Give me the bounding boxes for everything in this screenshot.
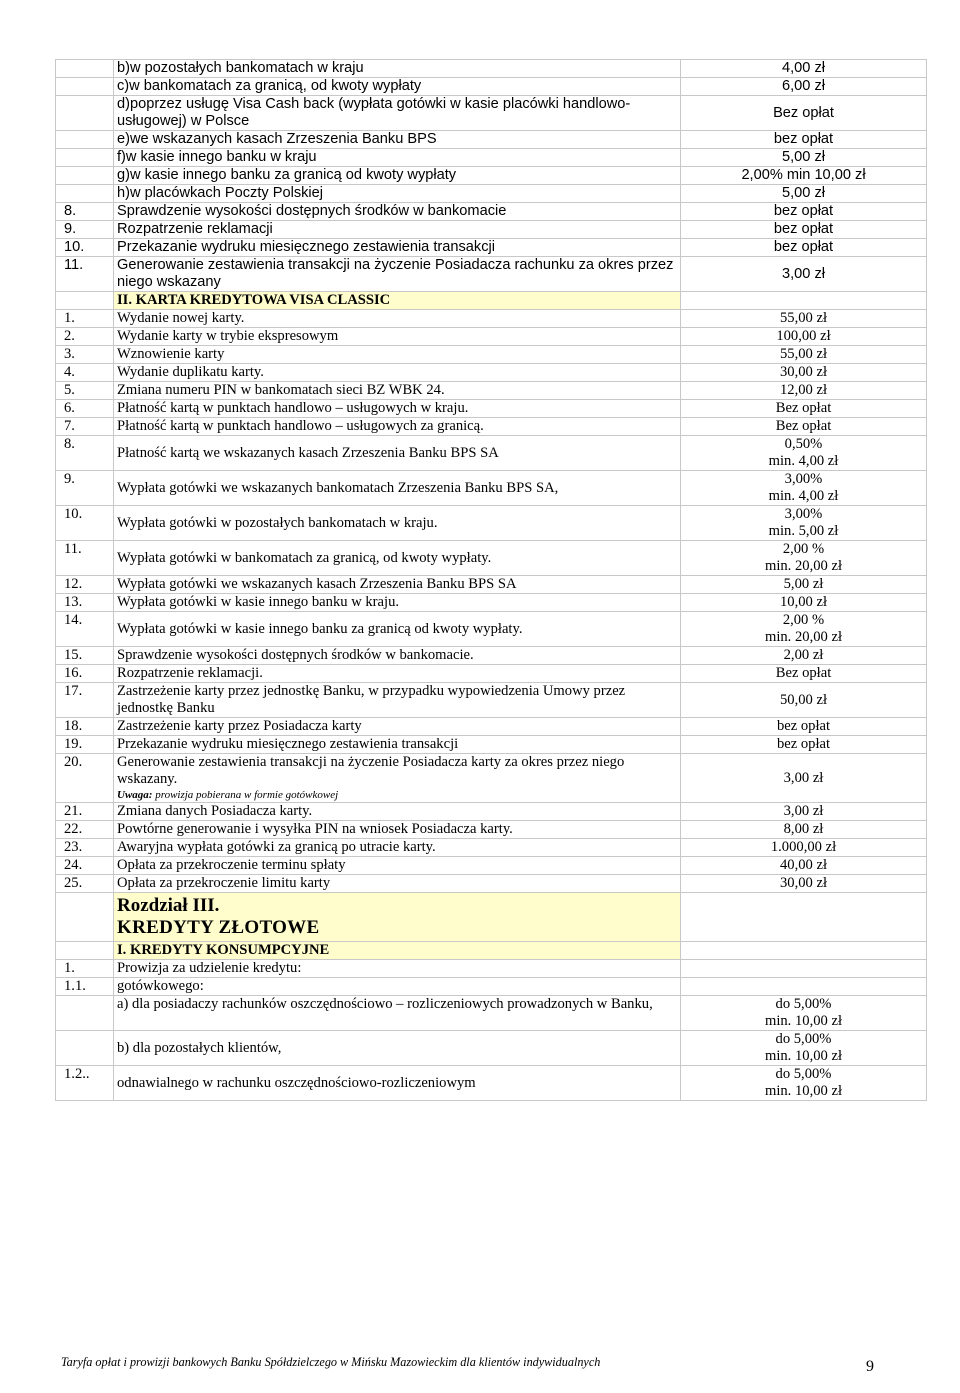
row-description: Zastrzeżenie karty przez Posiadacza karty <box>114 718 681 736</box>
row-description: Generowanie zestawienia transakcji na życzenie Posiadacza rachunku za okres przez niego wskazany <box>114 257 681 292</box>
chapter-title: KREDYTY ZŁOTOWE <box>117 917 320 938</box>
row-amount <box>681 471 927 506</box>
row-number: 4. <box>56 364 114 382</box>
table-row <box>56 960 927 978</box>
table-row <box>56 382 927 400</box>
row-description: f)w kasie innego banku w kraju <box>114 149 681 167</box>
amount-line: bez opłat <box>773 221 834 237</box>
table-row <box>56 857 927 875</box>
row-description: Wypłata gotówki w bankomatach za granicą, od kwoty wypłaty. <box>114 541 681 576</box>
amount-line: Bez opłat <box>775 665 832 681</box>
amount-line: do 5,00% <box>775 1031 832 1047</box>
amount-line: 5,00 zł <box>782 185 825 201</box>
row-number <box>56 292 114 310</box>
row-description: Wypłata gotówki w pozostałych bankomatach w kraju. <box>114 506 681 541</box>
row-amount <box>681 541 927 576</box>
table-row <box>56 310 927 328</box>
row-description: Płatność kartą w punktach handlowo – usługowych w kraju. <box>114 400 681 418</box>
row-amount <box>681 736 927 754</box>
row-description: b) dla pozostałych klientów, <box>114 1031 681 1066</box>
amount-line: 2,00 % <box>782 541 825 557</box>
row-number: 11. <box>56 541 114 576</box>
row-amount <box>681 418 927 436</box>
amount-line: 2,00 zł <box>783 647 824 663</box>
row-amount <box>681 683 927 718</box>
table-row <box>56 346 927 364</box>
row-description: Rozpatrzenie reklamacji <box>114 221 681 239</box>
amount-line: 2,00% min 10,00 zł <box>741 167 866 183</box>
row-number: 6. <box>56 400 114 418</box>
amount-line: 1.000,00 zł <box>770 839 837 855</box>
row-description: Wypłata gotówki we wskazanych kasach Zrzeszenia Banku BPS SA <box>114 576 681 594</box>
row-amount <box>681 149 927 167</box>
chapter-heading-row <box>56 893 927 942</box>
row-number: 5. <box>56 382 114 400</box>
row-amount <box>681 400 927 418</box>
table-row <box>56 683 927 718</box>
row-amount <box>681 839 927 857</box>
table-row <box>56 821 927 839</box>
row-number <box>56 96 114 131</box>
row-amount <box>681 239 927 257</box>
row-number <box>56 78 114 96</box>
table-row <box>56 471 927 506</box>
row-number: 22. <box>56 821 114 839</box>
row-amount <box>681 647 927 665</box>
table-row <box>56 257 927 292</box>
amount-line: bez opłat <box>776 718 831 734</box>
row-description: Płatność kartą w punktach handlowo – usługowych za granicą. <box>114 418 681 436</box>
description-text: Generowanie zestawienia transakcji na życzenie Posiadacza karty za okres przez niego wskazany. <box>117 754 625 787</box>
amount-line: 0,50% <box>784 436 823 452</box>
row-amount <box>681 612 927 647</box>
note <box>117 788 677 802</box>
row-description: Wypłata gotówki we wskazanych bankomatach Zrzeszenia Banku BPS SA, <box>114 471 681 506</box>
table-row <box>56 839 927 857</box>
row-number: 7. <box>56 418 114 436</box>
amount-line: 6,00 zł <box>782 78 825 94</box>
amount-line: bez opłat <box>773 131 834 147</box>
amount-line: 3,00 zł <box>782 265 825 282</box>
table-row <box>56 364 927 382</box>
amount-line: 12,00 zł <box>779 382 828 398</box>
amount-line: min. 20,00 zł <box>764 558 843 574</box>
row-number <box>56 60 114 78</box>
amount-line: bez opłat <box>773 239 834 255</box>
table-row <box>56 203 927 221</box>
amount-line: min. 10,00 zł <box>764 1083 843 1099</box>
row-number: 13. <box>56 594 114 612</box>
chapter-number: Rozdział III. <box>117 895 220 916</box>
row-amount <box>681 310 927 328</box>
row-amount <box>681 364 927 382</box>
row-number: 11. <box>56 257 114 292</box>
amount-line: 40,00 zł <box>779 857 828 873</box>
amount-line: min. 4,00 zł <box>768 488 839 504</box>
fee-table <box>55 59 927 1101</box>
row-number: 12. <box>56 576 114 594</box>
row-amount <box>681 1031 927 1066</box>
row-amount <box>681 893 927 942</box>
amount-line: 30,00 zł <box>779 364 828 380</box>
row-number: 17. <box>56 683 114 718</box>
row-description: Zmiana danych Posiadacza karty. <box>114 803 681 821</box>
row-number: 10. <box>56 506 114 541</box>
table-row <box>56 292 927 310</box>
amount-line: bez opłat <box>773 203 834 219</box>
row-number: 18. <box>56 718 114 736</box>
table-row <box>56 149 927 167</box>
row-number: 1. <box>56 310 114 328</box>
table-row <box>56 167 927 185</box>
row-number: 19. <box>56 736 114 754</box>
table-row <box>56 754 927 803</box>
row-description: Wznowienie karty <box>114 346 681 364</box>
table-row <box>56 665 927 683</box>
row-description: Wypłata gotówki w kasie innego banku w kraju. <box>114 594 681 612</box>
row-amount <box>681 328 927 346</box>
row-description: Prowizja za udzielenie kredytu: <box>114 960 681 978</box>
amount-line: 10,00 zł <box>779 594 828 610</box>
table-row <box>56 96 927 131</box>
row-description: g)w kasie innego banku za granicą od kwoty wypłaty <box>114 167 681 185</box>
row-number: 1.1. <box>56 978 114 996</box>
row-description: c)w bankomatach za granicą, od kwoty wypłaty <box>114 78 681 96</box>
row-description: h)w placówkach Poczty Polskiej <box>114 185 681 203</box>
row-number <box>56 131 114 149</box>
row-description: Zmiana numeru PIN w bankomatach sieci BZ WBK 24. <box>114 382 681 400</box>
row-number: 20. <box>56 754 114 803</box>
amount-line: 3,00% <box>784 471 823 487</box>
row-number: 8. <box>56 203 114 221</box>
row-amount <box>681 167 927 185</box>
row-amount <box>681 576 927 594</box>
row-amount <box>681 346 927 364</box>
footer-text: Taryfa opłat i prowizji bankowych Banku Spółdzielczego w Mińsku Mazowieckim dla klientów indywidualnych <box>61 1355 601 1369</box>
chapter-heading <box>114 893 681 942</box>
amount-line: 3,00 zł <box>783 769 824 786</box>
amount-line: do 5,00% <box>775 996 832 1012</box>
row-amount <box>681 1066 927 1101</box>
row-number <box>56 893 114 942</box>
row-amount <box>681 978 927 996</box>
row-amount <box>681 60 927 78</box>
row-amount <box>681 221 927 239</box>
table-row <box>56 541 927 576</box>
row-number <box>56 185 114 203</box>
row-amount <box>681 257 927 292</box>
section-heading: I. KREDYTY KONSUMPCYJNE <box>114 942 681 960</box>
table-row <box>56 1066 927 1101</box>
table-row <box>56 875 927 893</box>
row-amount <box>681 382 927 400</box>
row-amount <box>681 803 927 821</box>
table-row <box>56 506 927 541</box>
row-amount <box>681 506 927 541</box>
row-description: Przekazanie wydruku miesięcznego zestawienia transakcji <box>114 736 681 754</box>
table-row <box>56 594 927 612</box>
table-row <box>56 239 927 257</box>
row-description: Wydanie nowej karty. <box>114 310 681 328</box>
amount-line: bez opłat <box>776 736 831 752</box>
row-amount <box>681 960 927 978</box>
table-row <box>56 612 927 647</box>
row-number: 1. <box>56 960 114 978</box>
table-row <box>56 736 927 754</box>
row-description: gotówkowego: <box>114 978 681 996</box>
row-amount <box>681 78 927 96</box>
row-description: Opłata za przekroczenie limitu karty <box>114 875 681 893</box>
row-amount <box>681 718 927 736</box>
row-description: Sprawdzenie wysokości dostępnych środków w bankomacie <box>114 203 681 221</box>
row-description: Wypłata gotówki w kasie innego banku za granicą od kwoty wypłaty. <box>114 612 681 647</box>
row-description: Powtórne generowanie i wysyłka PIN na wniosek Posiadacza karty. <box>114 821 681 839</box>
amount-line: 8,00 zł <box>783 821 824 837</box>
row-amount <box>681 875 927 893</box>
row-description: d)poprzez usługę Visa Cash back (wypłata gotówki w kasie placówki handlowo-usługowej) w Polsce <box>114 96 681 131</box>
row-amount <box>681 185 927 203</box>
credit-fees-body <box>56 960 927 1101</box>
row-number: 10. <box>56 239 114 257</box>
table-row <box>56 221 927 239</box>
row-description: odnawialnego w rachunku oszczędnościowo-rozliczeniowym <box>114 1066 681 1101</box>
amount-line: Bez opłat <box>775 418 832 434</box>
row-amount <box>681 821 927 839</box>
row-description: Zastrzeżenie karty przez jednostkę Banku, w przypadku wypowiedzenia Umowy przez jednostkę Banku <box>114 683 681 718</box>
row-amount <box>681 131 927 149</box>
row-description: Opłata za przekroczenie terminu spłaty <box>114 857 681 875</box>
row-description <box>114 754 681 803</box>
row-number: 16. <box>56 665 114 683</box>
row-number <box>56 942 114 960</box>
amount-line: 3,00% <box>784 506 823 522</box>
row-amount <box>681 203 927 221</box>
row-number: 1.2.. <box>56 1066 114 1101</box>
row-number: 14. <box>56 612 114 647</box>
row-number <box>56 996 114 1031</box>
row-number: 21. <box>56 803 114 821</box>
amount-line: 5,00 zł <box>782 149 825 165</box>
amount-line: do 5,00% <box>775 1066 832 1082</box>
row-description: Sprawdzenie wysokości dostępnych środków w bankomacie. <box>114 647 681 665</box>
row-number: 25. <box>56 875 114 893</box>
row-amount <box>681 594 927 612</box>
row-description: II. KARTA KREDYTOWA VISA CLASSIC <box>114 292 681 310</box>
amount-line: 55,00 zł <box>779 310 828 326</box>
row-number <box>56 1031 114 1066</box>
amount-line: 55,00 zł <box>779 346 828 362</box>
row-amount <box>681 436 927 471</box>
row-number: 9. <box>56 221 114 239</box>
amount-line: min. 10,00 zł <box>764 1013 843 1029</box>
row-number: 2. <box>56 328 114 346</box>
amount-line: min. 10,00 zł <box>764 1048 843 1064</box>
row-number: 9. <box>56 471 114 506</box>
row-description: Przekazanie wydruku miesięcznego zestawienia transakcji <box>114 239 681 257</box>
chapter-section <box>56 893 927 960</box>
table-row <box>56 1031 927 1066</box>
row-number <box>56 167 114 185</box>
amount-line: 2,00 % <box>782 612 825 628</box>
row-number: 24. <box>56 857 114 875</box>
table-row <box>56 400 927 418</box>
row-amount <box>681 996 927 1031</box>
row-description: Awaryjna wypłata gotówki za granicą po utracie karty. <box>114 839 681 857</box>
amount-line: min. 4,00 zł <box>768 453 839 469</box>
table-row <box>56 996 927 1031</box>
note-label: Uwaga: <box>117 789 153 801</box>
table-row <box>56 131 927 149</box>
amount-line: min. 20,00 zł <box>764 629 843 645</box>
table-row <box>56 647 927 665</box>
amount-line: Bez opłat <box>773 104 834 121</box>
page-number: 9 <box>866 1358 874 1375</box>
amount-line: 50,00 zł <box>779 691 828 708</box>
amount-line: Bez opłat <box>775 400 832 416</box>
amount-line: min. 5,00 zł <box>768 523 839 539</box>
row-amount <box>681 754 927 803</box>
table-row <box>56 78 927 96</box>
amount-line: 30,00 zł <box>779 875 828 891</box>
row-description: Wydanie duplikatu karty. <box>114 364 681 382</box>
table-row <box>56 978 927 996</box>
table-row <box>56 328 927 346</box>
amount-line: 5,00 zł <box>783 576 824 592</box>
amount-line: 4,00 zł <box>782 60 825 76</box>
note-text: prowizja pobierana w formie gotówkowej <box>152 789 339 801</box>
row-description: Rozpatrzenie reklamacji. <box>114 665 681 683</box>
section-heading-row <box>56 942 927 960</box>
row-description: Płatność kartą we wskazanych kasach Zrzeszenia Banku BPS SA <box>114 436 681 471</box>
row-amount <box>681 857 927 875</box>
row-description: b)w pozostałych bankomatach w kraju <box>114 60 681 78</box>
table-row <box>56 60 927 78</box>
table-row <box>56 576 927 594</box>
amount-line: 100,00 zł <box>776 328 831 344</box>
table-row <box>56 185 927 203</box>
row-amount <box>681 942 927 960</box>
row-number <box>56 149 114 167</box>
row-amount <box>681 665 927 683</box>
table-row <box>56 436 927 471</box>
row-description: Wydanie karty w trybie ekspresowym <box>114 328 681 346</box>
row-description: e)we wskazanych kasach Zrzeszenia Banku BPS <box>114 131 681 149</box>
table-row <box>56 418 927 436</box>
row-number: 23. <box>56 839 114 857</box>
table-row <box>56 803 927 821</box>
row-amount <box>681 292 927 310</box>
row-number: 3. <box>56 346 114 364</box>
table-row <box>56 718 927 736</box>
amount-line: 3,00 zł <box>783 803 824 819</box>
row-number: 15. <box>56 647 114 665</box>
row-number: 8. <box>56 436 114 471</box>
card-fees-body <box>56 60 927 893</box>
row-description: a) dla posiadaczy rachunków oszczędnościowo – rozliczeniowych prowadzonych w Banku, <box>114 996 681 1031</box>
row-amount <box>681 96 927 131</box>
